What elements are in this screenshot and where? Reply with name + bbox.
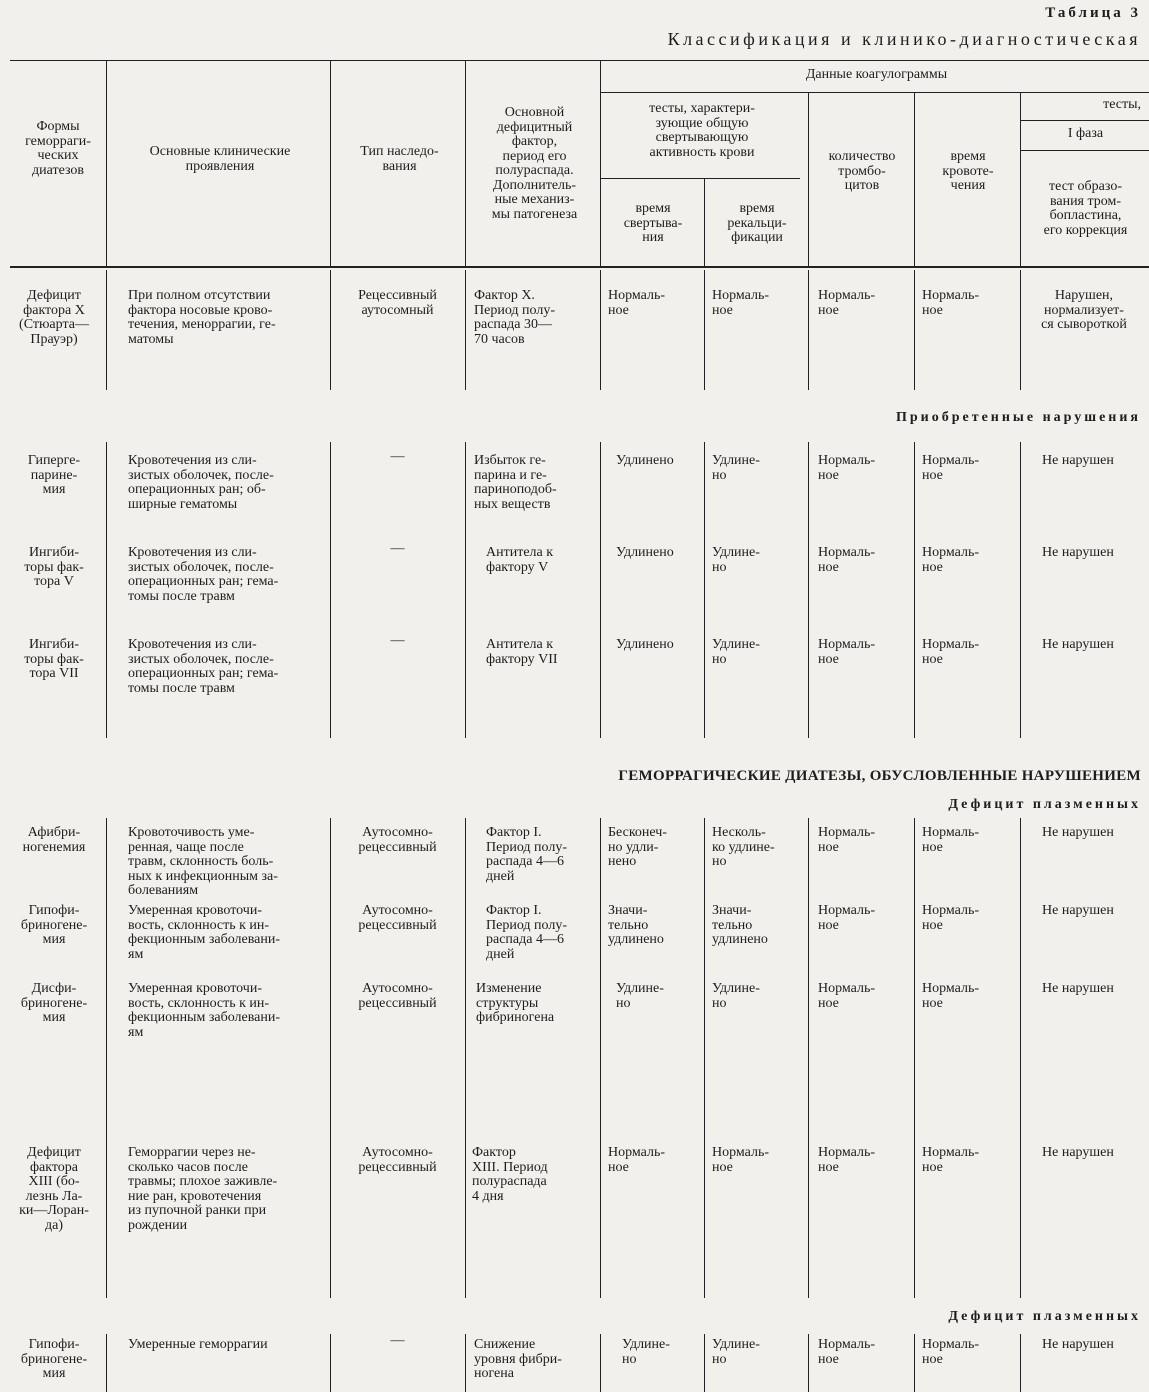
cell-platelets: Нормаль- ное <box>818 903 876 933</box>
column-divider <box>808 818 809 1298</box>
header-platelets: количество тромбо- цитов <box>828 149 896 193</box>
cell-thromboplastin: Не нарушен <box>1042 545 1114 560</box>
cell-thromboplastin: Не нарушен <box>1042 1145 1114 1160</box>
cell-thromboplastin: Не нарушен <box>1042 637 1114 652</box>
column-divider <box>106 1334 107 1392</box>
cell-recalc: Нормаль- ное <box>712 288 770 318</box>
header-divider <box>600 60 601 266</box>
cell-factor: Фактор XIII. Период полураспада 4 дня <box>472 1145 548 1204</box>
header-general-tests: тесты, характери- зующие общую свертывающую активность крови <box>649 101 755 160</box>
cell-clotting: Удлинено <box>616 453 674 468</box>
column-divider <box>704 1334 705 1392</box>
column-divider <box>465 442 466 738</box>
cell-form: Гипофи- бриногене- мия <box>20 1337 88 1381</box>
column-divider <box>330 270 331 390</box>
header-tests-cut: тесты, <box>1103 97 1141 112</box>
cell-bleeding: Нормаль- ное <box>922 825 980 855</box>
cell-platelets: Нормаль- ное <box>818 1145 876 1175</box>
column-divider <box>330 442 331 738</box>
cell-factor: Антитела к фактору VII <box>486 637 558 667</box>
cell-bleeding: Нормаль- ное <box>922 903 980 933</box>
column-divider <box>704 818 705 1298</box>
cell-bleeding: Нормаль- ное <box>922 288 980 318</box>
cell-factor: Избыток ге- парина и ге- париноподоб- ных веществ <box>474 453 557 512</box>
cell-thromboplastin: Не нарушен <box>1042 825 1114 840</box>
cell-platelets: Нормаль- ное <box>818 1337 876 1367</box>
column-divider <box>106 270 107 390</box>
column-divider <box>465 818 466 1298</box>
cell-thromboplastin: Не нарушен <box>1042 1337 1114 1352</box>
cell-recalc: Нормаль- ное <box>712 1145 770 1175</box>
column-divider <box>465 270 466 390</box>
cell-bleeding: Нормаль- ное <box>922 1145 980 1175</box>
header-divider <box>106 60 107 266</box>
header-divider <box>808 92 809 266</box>
top-rule <box>10 60 1149 61</box>
cell-form: Гипофи- бриногене- мия <box>20 903 88 947</box>
cell-clotting: Удлине- но <box>622 1337 670 1367</box>
cell-bleeding: Нормаль- ное <box>922 981 980 1011</box>
header-forms: Формы геморраги- ческих диатезов <box>25 119 91 178</box>
cell-inheritance: Рецессивный аутосомный <box>358 288 437 318</box>
cell-inheritance: Аутосомно- рецессивный <box>358 825 437 855</box>
phase1-rule <box>1020 150 1149 151</box>
header-bleeding-time: время кровоте- чения <box>942 149 994 193</box>
coagulogram-rule <box>600 92 1149 93</box>
cell-clinical: Кровотечения из сли- зистых оболочек, после- операционных ран; об- ширные гематомы <box>128 453 274 512</box>
header-divider <box>465 60 466 266</box>
cell-clinical: Кровотечения из сли- зистых оболочек, после- операционных ран; гема- томы после травм <box>128 545 279 604</box>
column-divider <box>704 270 705 390</box>
column-divider <box>704 442 705 738</box>
cell-recalc: Удлине- но <box>712 1337 760 1367</box>
cell-clinical: Умеренная кровоточи- вость, склонность к ин- фекционным заболевани- ям <box>128 903 280 962</box>
column-divider <box>600 1334 601 1392</box>
header-bottom-rule <box>10 266 1149 268</box>
header-coagulogram: Данные коагулограммы <box>805 67 948 82</box>
column-divider <box>914 442 915 738</box>
cell-clinical: Умеренные геморрагии <box>128 1337 268 1352</box>
cell-platelets: Нормаль- ное <box>818 545 876 575</box>
header-divider <box>1020 92 1021 266</box>
cell-form: Дефицит фактора XIII (бо- лезнь Ла- ки—Лоран- да) <box>19 1145 89 1233</box>
header-divider <box>914 92 915 266</box>
column-divider <box>1020 818 1021 1298</box>
header-factor: Основной дефицитный фактор, период его полураспада. Дополнитель- ные механиз- мы патогенеза <box>491 105 578 222</box>
header-phase1: I фаза <box>1067 126 1104 141</box>
cell-clinical: Кровоточивость уме- ренная, чаще после травм, склонность боль- ных к инфекционным за- болеваниям <box>128 825 278 898</box>
cell-clinical: Геморрагии через не- сколько часов после травмы; плохое заживле- ние ран, кровотечения из пупочной ранки при рождении <box>128 1145 278 1233</box>
column-divider <box>600 818 601 1298</box>
column-divider <box>600 270 601 390</box>
header-inheritance: Тип наследо- вания <box>360 144 439 174</box>
cell-inheritance: Аутосомно- рецессивный <box>358 981 437 1011</box>
cell-inheritance: — <box>390 633 405 648</box>
cell-thromboplastin: Не нарушен <box>1042 903 1114 918</box>
header-divider <box>704 178 705 266</box>
cell-thromboplastin: Нарушен, нормализует- ся сывороткой <box>1041 288 1127 332</box>
cell-inheritance: Аутосомно- рецессивный <box>358 903 437 933</box>
cell-recalc: Удлине- но <box>712 981 760 1011</box>
cell-platelets: Нормаль- ное <box>818 288 876 318</box>
cell-clotting: Значи- тельно удлинено <box>608 903 664 947</box>
general-tests-rule <box>600 178 800 179</box>
cell-bleeding: Нормаль- ное <box>922 453 980 483</box>
cell-factor: Антитела к фактору V <box>486 545 554 575</box>
cell-factor: Фактор I. Период полу- распада 4—6 дней <box>486 825 567 884</box>
column-divider <box>914 818 915 1298</box>
column-divider <box>106 818 107 1298</box>
cell-form: Гиперге- парине- мия <box>27 453 81 497</box>
cell-clotting: Удлине- но <box>616 981 664 1011</box>
column-divider <box>600 442 601 738</box>
cell-recalc: Удлине- но <box>712 453 760 483</box>
cell-clinical: При полном отсутствии фактора носовые крово- течения, меноррагии, ге- матомы <box>128 288 276 347</box>
cell-recalc: Удлине- но <box>712 637 760 667</box>
cell-factor: Фактор X. Период полу- распада 30— 70 часов <box>474 288 555 347</box>
cell-clotting: Бесконеч- но удли- нено <box>608 825 667 869</box>
cell-form: Ингиби- торы фак- тора VII <box>24 637 84 681</box>
cell-inheritance: — <box>390 1333 405 1348</box>
column-divider <box>106 442 107 738</box>
cell-clinical: Умеренная кровоточи- вость, склонность к ин- фекционным заболевани- ям <box>128 981 280 1040</box>
cell-factor: Снижение уровня фибри- ногена <box>474 1337 562 1381</box>
column-divider <box>808 1334 809 1392</box>
cell-clotting: Нормаль- ное <box>608 288 666 318</box>
column-divider <box>914 1334 915 1392</box>
header-clotting-time: время свертыва- ния <box>623 201 683 245</box>
cell-platelets: Нормаль- ное <box>818 637 876 667</box>
cell-clinical: Кровотечения из сли- зистых оболочек, после- операционных ран; гема- томы после травм <box>128 637 279 696</box>
cell-inheritance: Аутосомно- рецессивный <box>358 1145 437 1175</box>
column-divider <box>914 270 915 390</box>
cell-bleeding: Нормаль- ное <box>922 1337 980 1367</box>
cell-inheritance: — <box>390 541 405 556</box>
cell-recalc: Несколь- ко удлине- но <box>712 825 775 869</box>
column-divider <box>1020 1334 1021 1392</box>
cell-form: Дисфи- бриногене- мия <box>20 981 88 1025</box>
column-divider <box>808 442 809 738</box>
table-title: Классификация и клинико-диагностическая <box>667 29 1141 49</box>
cell-clotting: Нормаль- ное <box>608 1145 666 1175</box>
section-plasma-deficit: Дефицит плазменных <box>948 1309 1141 1324</box>
column-divider <box>330 1334 331 1392</box>
cell-factor: Фактор I. Период полу- распада 4—6 дней <box>486 903 567 962</box>
header-divider <box>330 60 331 266</box>
column-divider <box>1020 270 1021 390</box>
table-label: Таблица 3 <box>1045 5 1141 21</box>
cell-form: Афибри- ногенемия <box>22 825 86 855</box>
cell-form: Ингиби- торы фак- тора V <box>24 545 84 589</box>
cell-platelets: Нормаль- ное <box>818 825 876 855</box>
section-plasma-deficit: Дефицит плазменных <box>948 797 1141 812</box>
section-acquired: Приобретенные нарушения <box>895 410 1141 425</box>
column-divider <box>465 1334 466 1392</box>
cell-recalc: Значи- тельно удлинено <box>712 903 768 947</box>
header-clinical: Основные клинические проявления <box>149 144 291 174</box>
cell-platelets: Нормаль- ное <box>818 453 876 483</box>
header-recalc-time: время рекальци- фикации <box>727 201 787 245</box>
column-divider <box>808 270 809 390</box>
cell-factor: Изменение структуры фибриногена <box>476 981 555 1025</box>
cell-platelets: Нормаль- ное <box>818 981 876 1011</box>
cell-recalc: Удлине- но <box>712 545 760 575</box>
column-divider <box>1020 442 1021 738</box>
column-divider <box>330 818 331 1298</box>
cell-thromboplastin: Не нарушен <box>1042 981 1114 996</box>
cell-bleeding: Нормаль- ное <box>922 637 980 667</box>
cell-clotting: Удлинено <box>616 637 674 652</box>
cell-bleeding: Нормаль- ное <box>922 545 980 575</box>
section-caused-by: ГЕМОРРАГИЧЕСКИЕ ДИАТЕЗЫ, ОБУСЛОВЛЕННЫЕ НАРУШЕНИЕМ <box>618 768 1141 784</box>
cell-form: Дефицит фактора X (Стюарта— Прауэр) <box>19 288 89 347</box>
cell-clotting: Удлинено <box>616 545 674 560</box>
header-thromboplastin: тест образо- вания тром- бопластина, его коррекция <box>1043 179 1128 238</box>
phase-rule <box>1020 120 1149 121</box>
cell-inheritance: — <box>390 449 405 464</box>
cell-thromboplastin: Не нарушен <box>1042 453 1114 468</box>
